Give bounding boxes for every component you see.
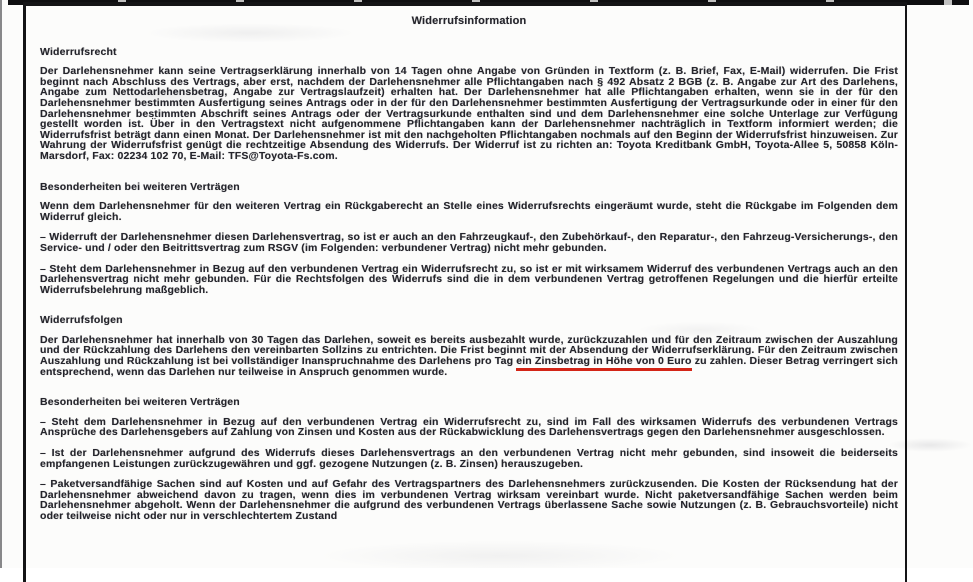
paragraph-widerrufsrecht: Der Darlehensnehmer kann seine Vertragserklärung innerhalb von 14 Tagen ohne Angabe von Gründen in Textform (z. B. Brief, Fax, E-Mail) widerrufen. Die Frist beginnt nach Abschluss des Vertrags, aber erst, nachdem der Darlehensnehmer alle Pflichtangaben nach § 492 Absatz 2 BGB (z. B. Angabe zur Art des Darlehens, Angabe zum Nettodarlehensbetrag, Angabe zur Vertragslaufzeit) erhalten hat. Der Darlehensnehmer hat alle Pflichtangaben erhalten, wenn sie in der für den Darlehensnehmer bestimmten Ausfertigung seines Antrags oder in der für den Darlehensnehmer bestimmten Ausfertigung der Vertragsurkunde oder in einer für den Darlehensnehmer bestimmten Abschrift seines Antrags oder der Vertragsurkunde enthalten sind und dem Darlehensnehmer eine solche Unterlage zur Verfügung gestellt worden ist. Über in den Vertragstext nicht aufgenommene Pflichtangaben kann der Darlehensnehmer nachträglich in Textform informiert werden; die Widerrufsfrist beträgt dann einen Monat. Der Darlehensnehmer ist mit den nachgeholten Pflichtangaben nochmals auf den Beginn der Widerrufsfrist hinzuweisen. Zur Wahrung der Widerrufsfrist genügt die rechtzeitige Absendung des Widerrufs. Der Widerruf ist zu richten an: Toyota Kreditbank GmbH, Toyota-Allee 5, 50858 Köln-Marsdorf, Fax: 02234 102 70, E-Mail: TFS@Toyota-Fs.com.: [40, 65, 898, 162]
paragraph-wirksamer-widerruf-ansprueche: – Steht dem Darlehensnehmer in Bezug auf den verbundenen Vertrag ein Widerrufsrecht zu, sind im Fall des wirksamen Widerrufs des verbundenen Vertrags Ansprüche des Darlehensgebers auf Zahlung von Zinsen und Kosten aus der Rückabwicklung des Darlehensvertrags gegen den Darlehensnehmer ausgeschlossen.: [40, 415, 898, 439]
heading-widerrufsfolgen: Widerrufsfolgen: [40, 314, 123, 327]
paragraph-widerrufsfolgen: [40, 335, 898, 377]
heading-besonderheiten-1: Besonderheiten bei weiteren Verträgen: [40, 180, 240, 193]
paragraph-widerruft-darlehensvertrag: – Widerruft der Darlehensnehmer diesen Darlehensvertrag, so ist er auch an den Fahrzeugkauf-, den Zubehörkauf-, den Reparatur-, den Fahrzeug-Versicherungs-, den Service- und / oder den Beitrittsvertrag zum RSGV (im Folgenden: verbundener Vertrag) nicht mehr gebunden.: [40, 231, 898, 254]
paragraph-rueckgaberecht: Wenn dem Darlehensnehmer für den weiteren Vertrag ein Rückgaberecht an Stelle eines Widerrufsrechts eingeräumt wurde, steht die Rückgabe im Folgenden dem Widerruf gleich.: [40, 200, 898, 223]
document-content: [40, 16, 898, 532]
red-underlined-zinsbetrag-phrase: ein Zinsbetrag in Höhe von 0 Euro: [516, 355, 691, 371]
widerrufsfolgen-text-before: Der Darlehensnehmer hat innerhalb von 30 Tagen das Darlehen, soweit es bereits ausbezahlt wurde, zurückzuzahlen und für den Zeitraum zwischen der Auszahlung und der Rückzahlung des Darlehens den vereinbarten Sollzins zu entrichten. Die Frist beginnt mit der Absendung der Widerrufserklärung. Für den Zeitraum zwischen Auszahlung und Rückzahlung ist bei vollständiger Inanspruchnahme des Darlehens pro Tag: [40, 333, 898, 368]
paragraph-verbundener-vertrag-widerruf: – Steht dem Darlehensnehmer in Bezug auf den verbundenen Vertrag ein Widerrufsrecht zu, so ist er mit wirksamem Widerruf des verbundenen Vertrags auch an den Darlehensvertrag nicht mehr gebunden. Für die Rechtsfolgen des Widerrufs sind die in dem verbundenen Vertrag getroffenen Regelungen und die hierfür erteilte Widerrufsbelehrung maßgeblich.: [40, 262, 898, 296]
scan-edge-artifact: [0, 0, 2, 568]
paragraph-leistungen-zurueckgewaehren: – Ist der Darlehensnehmer aufgrund des Widerrufs dieses Darlehensvertrags an den verbundenen Vertrag nicht mehr gebunden, sind insoweit die beiderseits empfangenen Leistungen zurückzugewähren und ggf. gezogene Nutzungen (z. B. Zinsen) herauszugeben.: [40, 447, 898, 470]
heading-besonderheiten-2: Besonderheiten bei weiteren Verträgen: [40, 396, 240, 409]
heading-widerrufsrecht: Widerrufsrecht: [40, 45, 117, 58]
widerrufsfolgen-text-after: zu zahlen. Dieser Betrag verringert sich entsprechend, wenn das Darlehen nur teilweise in Anspruch genommen wurde.: [40, 355, 898, 378]
document-title: Widerrufsinformation: [411, 15, 527, 27]
paragraph-paketversandfaehige-sachen: – Paketversandfähige Sachen sind auf Kosten und auf Gefahr des Vertragspartners des Darlehensnehmers zurückzusenden. Die Kosten der Rücksendung hat der Darlehensnehmer abweichend davon zu tragen, wenn dies im verbundenen Vertrag wirksam vereinbart wurde. Nicht paketversandfähige Sachen werden beim Darlehensnehmer abgeholt. Wenn der Darlehensnehmer die aufgrund des verbundenen Vertrags überlassene Sache sowie Nutzungen (z. B. Gebrauchsvorteile) nicht oder teilweise nicht oder nur in verschlechtertem Zustand: [40, 478, 898, 522]
